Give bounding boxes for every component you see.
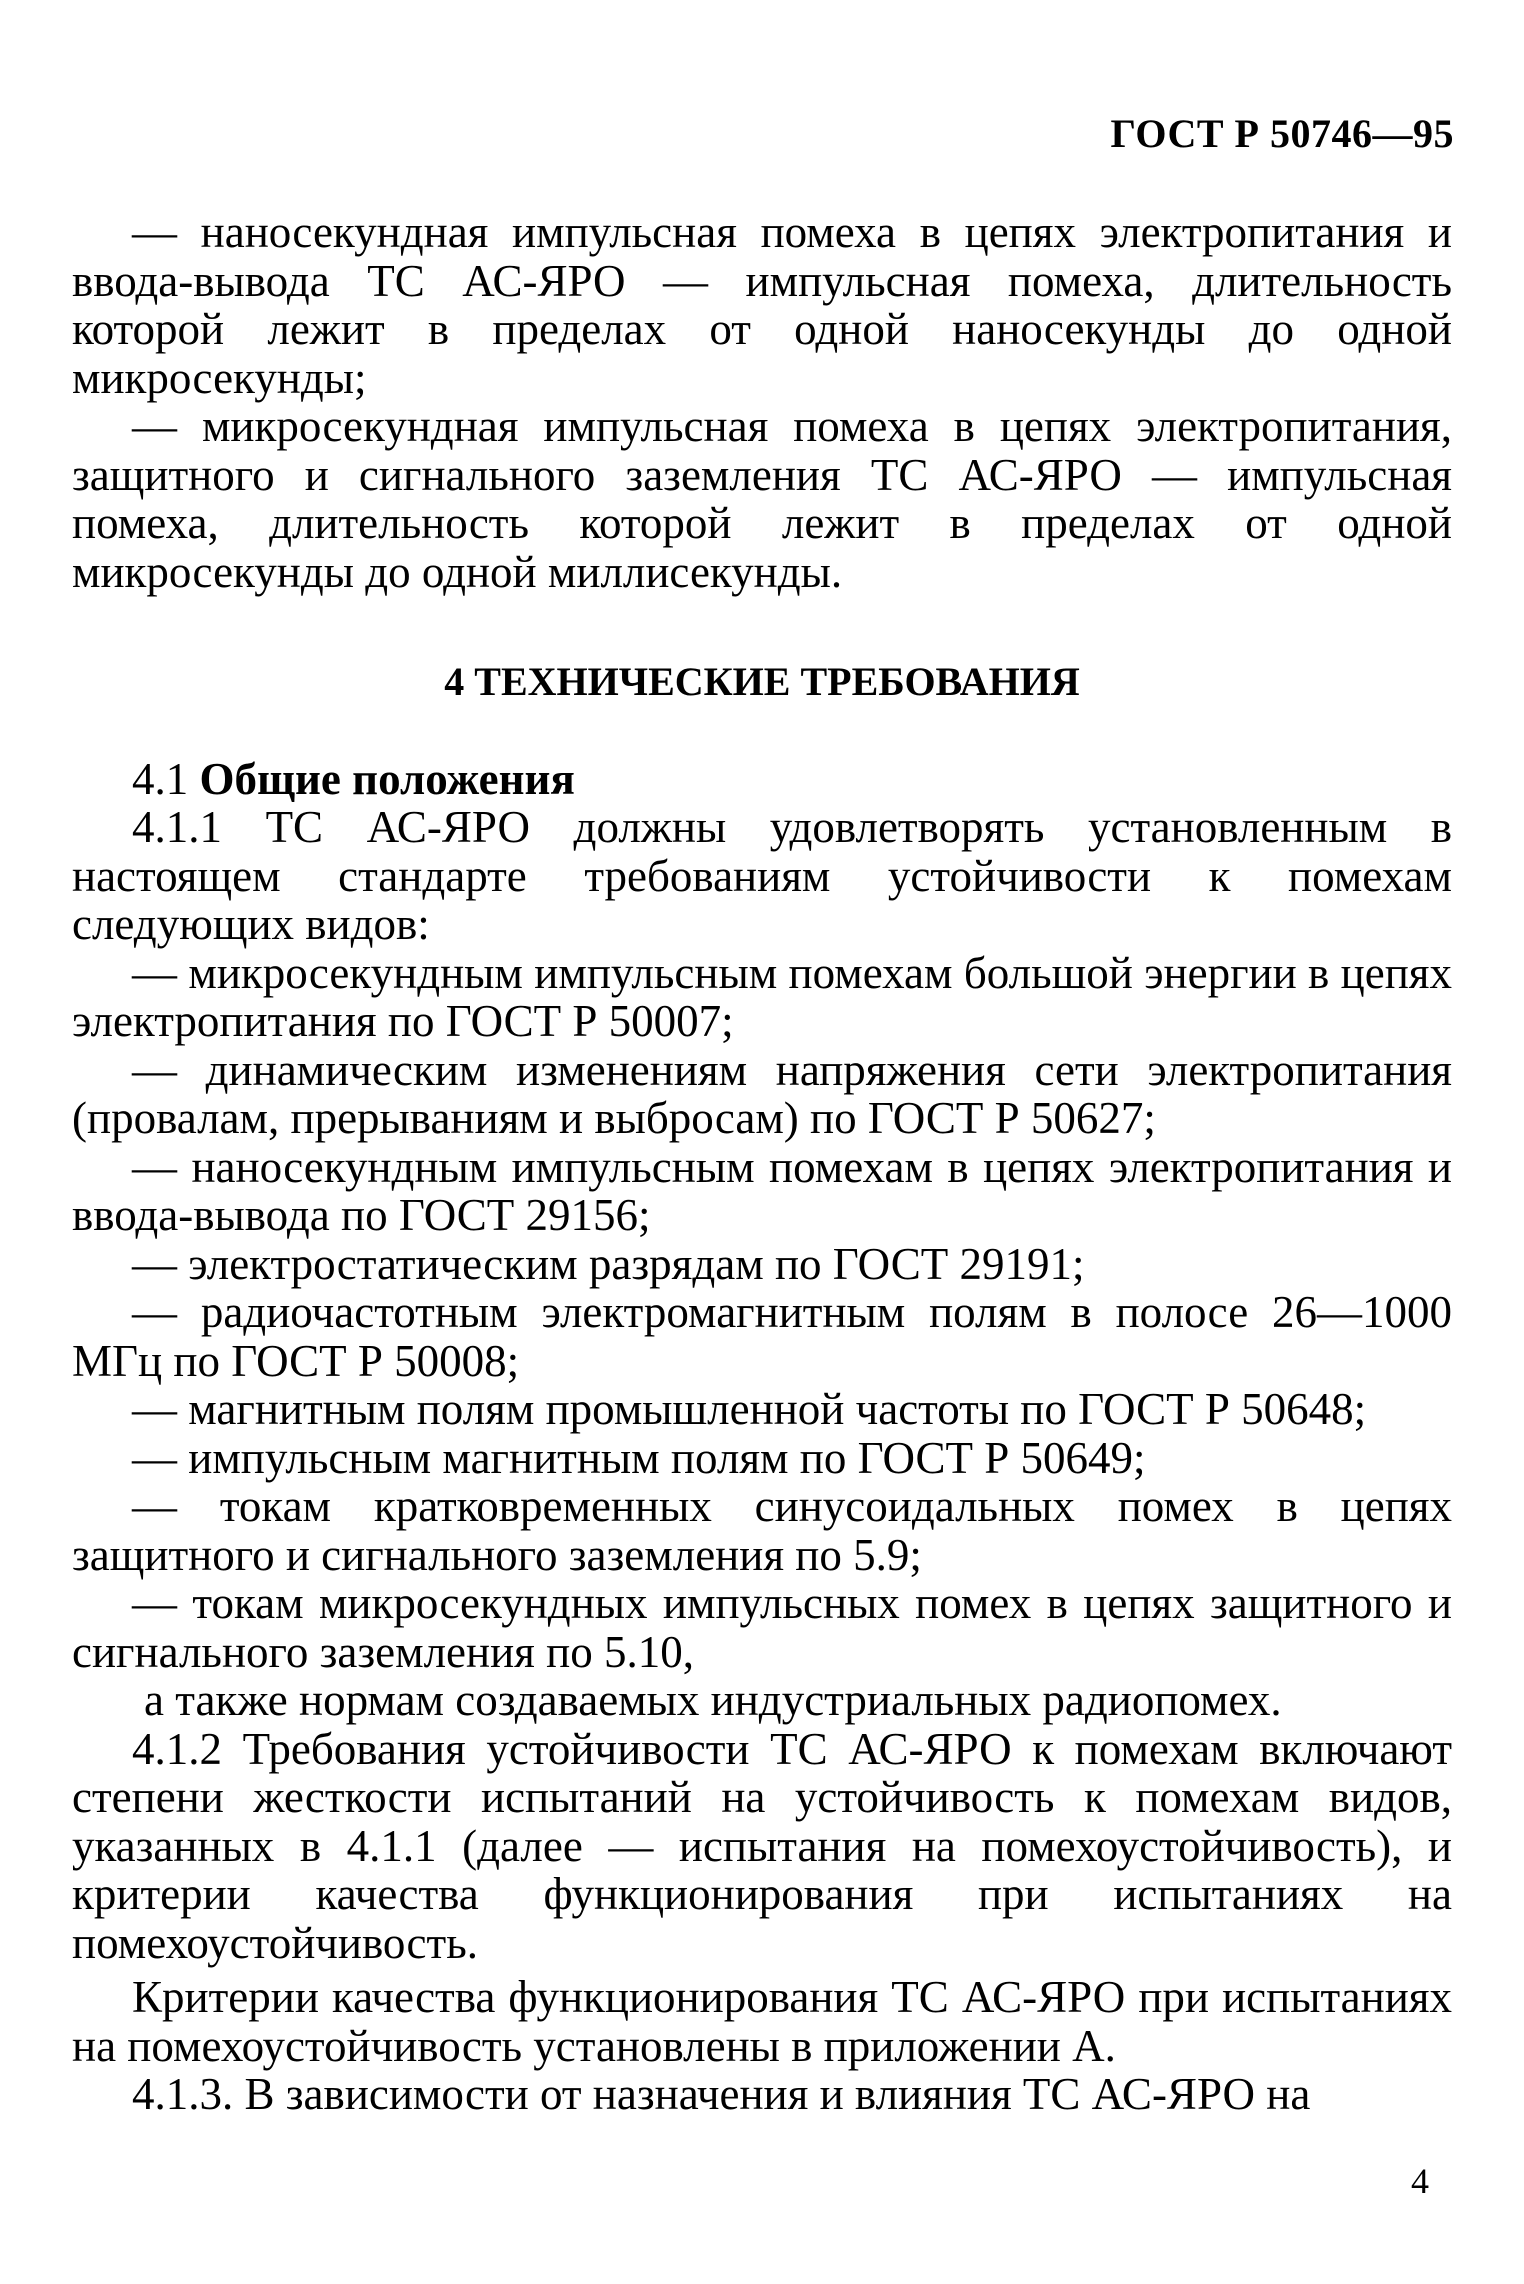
requirement-item: — токам кратковременных синусоидальных помех в цепях защитного и сигнального заземления по 5.9;	[72, 1481, 1452, 1580]
definition-nanosecond-pulse: — наносекундная импульсная помеха в цепях электропитания и ввода-вывода ТС АС-ЯРО — импульсная помеха, длительность которой лежит в пределах от одной наносекунды до одной микросекунды;	[72, 207, 1452, 403]
requirement-item: — радиочастотным электромагнитным полям в полосе 26—1000 МГц по ГОСТ Р 50008;	[72, 1287, 1452, 1386]
clause-4-1-2-criteria: Критерии качества функционирования ТС АС-ЯРО при испытаниях на помехоустойчивость установлены в приложении А.	[72, 1972, 1452, 2071]
requirement-item: — токам микросекундных импульсных помех в цепях защитного и сигнального заземления по 5.10,	[72, 1578, 1452, 1677]
subsection-number: 4.1	[132, 753, 189, 804]
definition-microsecond-pulse: — микросекундная импульсная помеха в цепях электропитания, защитного и сигнального заземления ТС АС-ЯРО — импульсная помеха, длительность которой лежит в пределах от одной микросекунды до одной миллисекунды.	[72, 401, 1452, 597]
requirement-item: — импульсным магнитным полям по ГОСТ Р 50649;	[132, 1432, 1146, 1483]
subsection-title: Общие положения	[199, 753, 575, 804]
clause-4-1-3: 4.1.3. В зависимости от назначения и влияния ТС АС-ЯРО на	[132, 2069, 1311, 2119]
clause-4-1-1-intro: 4.1.1 ТС АС-ЯРО должны удовлетворять установленным в настоящем стандарте требованиям устойчивости к помехам следующих видов:	[72, 802, 1452, 949]
requirement-item: — микросекундным импульсным помехам большой энергии в цепях электропитания по ГОСТ Р 50007;	[72, 947, 1452, 1046]
section-title: 4 ТЕХНИЧЕСКИЕ ТРЕБОВАНИЯ	[444, 659, 1080, 704]
standard-header: ГОСТ Р 50746—95	[1110, 111, 1454, 156]
document-body	[72, 208, 1452, 2119]
requirement-item: — электростатическим разрядам по ГОСТ 29191;	[132, 1238, 1085, 1289]
clause-4-1-1-closing: а также нормам создаваемых индустриальных радиопомех.	[144, 1675, 1282, 1725]
requirement-item: — магнитным полям промышленной частоты по ГОСТ Р 50648;	[132, 1384, 1367, 1434]
subsection-heading	[72, 755, 1452, 804]
page-number: 4	[1411, 2161, 1429, 2201]
clause-4-1-2: 4.1.2 Требования устойчивости ТС АС-ЯРО к помехам включают степени жесткости испытаний на устойчивость к помехам видов, указанных в 4.1.1 (далее — испытания на помехоустойчивость), и критерии качества функционирования при испытаниях на помехоустойчивость.	[72, 1723, 1452, 1968]
requirement-item: — наносекундным импульсным помехам в цепях электропитания и ввода-вывода по ГОСТ 29156;	[72, 1141, 1452, 1240]
requirement-item: — динамическим изменениям напряжения сети электропитания (провалам, прерываниям и выбросам) по ГОСТ Р 50627;	[72, 1044, 1452, 1143]
